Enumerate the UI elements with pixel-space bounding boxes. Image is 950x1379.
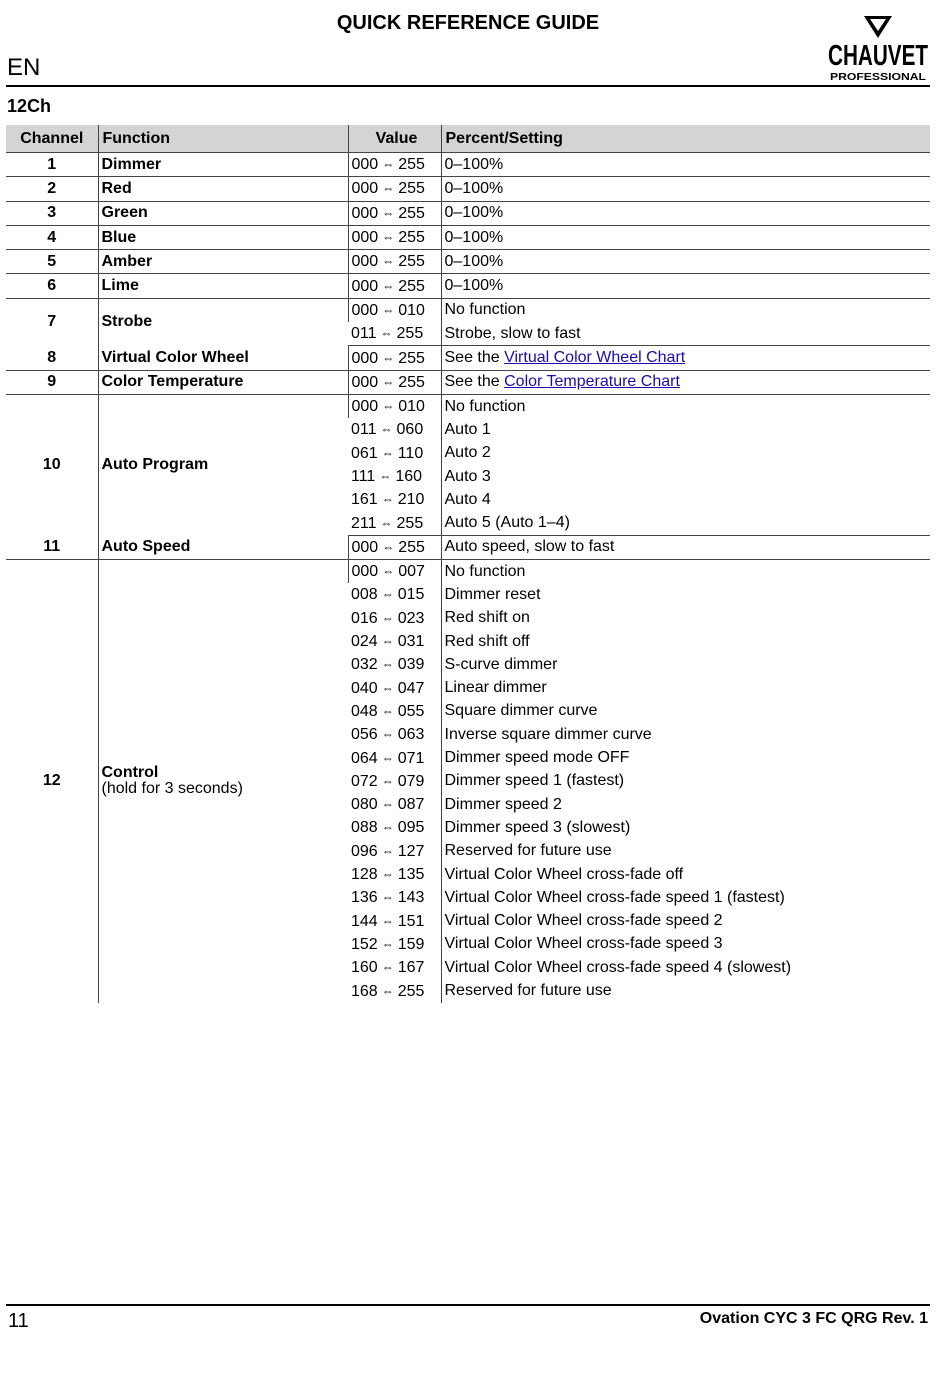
col-header-channel: Channel	[6, 125, 98, 153]
range-arrow-icon: ⇔	[380, 422, 393, 437]
setting-text: Virtual Color Wheel cross-fade speed 2	[444, 912, 723, 930]
setting-cell	[441, 630, 930, 653]
range-arrow-icon: ⇔	[382, 278, 395, 293]
range-arrow-icon: ⇔	[381, 867, 394, 882]
range-to: 031	[397, 633, 425, 651]
dmx-value-range	[348, 153, 441, 177]
range-to: 010	[398, 398, 425, 416]
dmx-value-range	[348, 816, 441, 839]
setting-cell	[441, 956, 930, 979]
setting-text: No function	[444, 562, 526, 580]
dmx-value-range	[348, 677, 441, 700]
function-note: (hold for 3 seconds)	[101, 780, 243, 798]
channel-number: 9	[6, 370, 98, 394]
range-arrow-icon: ⇔	[382, 374, 395, 389]
function-label: Amber	[101, 252, 153, 270]
range-arrow-icon: ⇔	[381, 890, 394, 905]
range-from: 000	[351, 301, 379, 319]
setting-text: Virtual Color Wheel cross-fade off	[444, 865, 684, 883]
setting-cell	[441, 886, 930, 909]
dmx-value-range	[348, 770, 441, 793]
channel-function	[98, 250, 348, 274]
function-label: Auto Speed	[101, 538, 191, 556]
col-header-function: Function	[98, 125, 348, 153]
range-arrow-icon: ⇔	[382, 302, 395, 317]
range-arrow-icon: ⇔	[382, 254, 395, 269]
function-label: Auto Program	[101, 456, 209, 474]
range-arrow-icon: ⇔	[379, 469, 392, 483]
setting-text: Auto speed, slow to fast	[444, 538, 615, 556]
setting-cell	[441, 746, 930, 769]
setting-cell	[441, 933, 930, 956]
setting-cell	[441, 177, 930, 201]
setting-cell	[441, 488, 930, 511]
range-from: 080	[351, 796, 378, 814]
setting-text: Square dimmer curve	[444, 702, 598, 720]
range-from: 211	[351, 514, 377, 532]
setting-text: Virtual Color Wheel cross-fade speed 3	[444, 935, 723, 953]
function-label: Green	[101, 204, 148, 222]
setting-cell	[441, 465, 930, 488]
dmx-value-range	[348, 442, 441, 465]
setting-cell	[441, 535, 930, 559]
dmx-value-range	[348, 979, 441, 1002]
table-row	[6, 201, 930, 225]
dmx-value-range	[348, 956, 441, 979]
range-to: 159	[397, 935, 425, 953]
setting-text: Virtual Color Wheel cross-fade speed 4 (slowest)	[444, 958, 792, 976]
channel-function	[98, 225, 348, 249]
function-label: Dimmer	[101, 155, 162, 173]
range-to: 167	[397, 959, 425, 977]
range-arrow-icon: ⇔	[381, 634, 394, 649]
dmx-value-range	[348, 560, 441, 584]
range-arrow-icon: ⇔	[381, 797, 394, 812]
setting-text: Reserved for future use	[444, 842, 612, 860]
range-from: 064	[351, 749, 378, 767]
range-from: 160	[351, 959, 378, 977]
range-from: 061	[351, 444, 378, 462]
channel-number: 5	[6, 250, 98, 274]
dmx-value-range	[348, 840, 441, 863]
range-to: 255	[398, 253, 425, 271]
range-from: 000	[351, 156, 379, 174]
table-header-row	[6, 125, 930, 153]
channel-function	[98, 535, 348, 559]
function-label: Lime	[101, 277, 139, 295]
range-from: 008	[351, 586, 378, 604]
dmx-value-range	[348, 933, 441, 956]
setting-cell	[441, 607, 930, 630]
channel-function	[98, 177, 348, 201]
setting-text: 0–100%	[444, 204, 504, 222]
range-to: 127	[397, 842, 425, 860]
range-arrow-icon: ⇔	[382, 539, 395, 554]
setting-cell	[441, 840, 930, 863]
range-arrow-icon: ⇔	[381, 492, 394, 507]
dmx-value-range	[348, 886, 441, 909]
range-to: 151	[397, 912, 425, 930]
setting-text: No function	[444, 397, 526, 415]
range-from: 128	[351, 866, 378, 884]
setting-text: Red shift on	[444, 609, 530, 627]
logo-sub-text: PROFESSIONAL	[830, 72, 926, 83]
range-to: 135	[397, 866, 425, 884]
range-arrow-icon: ⇔	[381, 983, 394, 998]
logo-brand-text: CHAUVET	[828, 40, 929, 72]
range-to: 071	[397, 749, 425, 767]
range-to: 143	[397, 889, 425, 907]
range-from: 032	[351, 656, 378, 674]
table-row	[6, 560, 930, 584]
dmx-value-range	[348, 583, 441, 606]
channel-function	[98, 560, 348, 1003]
range-to: 255	[398, 229, 425, 247]
function-label: Virtual Color Wheel	[101, 348, 249, 366]
dmx-value-range	[348, 177, 441, 201]
setting-cell	[441, 201, 930, 225]
setting-text: 0–100%	[444, 277, 504, 295]
setting-text: Auto 4	[444, 490, 491, 508]
table-row	[6, 370, 930, 394]
channel-number: 4	[6, 225, 98, 249]
dmx-value-range	[348, 418, 441, 441]
range-from: 056	[351, 726, 378, 744]
range-arrow-icon: ⇔	[382, 157, 395, 172]
range-to: 255	[396, 514, 424, 532]
dmx-value-range	[348, 346, 441, 370]
range-arrow-icon: ⇔	[381, 587, 394, 602]
range-arrow-icon: ⇔	[381, 445, 394, 460]
setting-cell	[441, 370, 930, 394]
range-from: 088	[351, 819, 378, 837]
channel-number: 10	[42, 456, 61, 474]
dmx-value-range	[348, 910, 441, 933]
table-row	[6, 250, 930, 274]
setting-cell	[441, 511, 930, 535]
dmx-value-range	[348, 607, 441, 630]
range-arrow-icon: ⇔	[381, 657, 394, 672]
range-from: 111	[351, 468, 376, 485]
range-to: 055	[397, 702, 425, 720]
table-row	[6, 298, 930, 322]
setting-text: Dimmer speed 3 (slowest)	[444, 818, 631, 836]
setting-text: Auto 5 (Auto 1–4)	[444, 514, 570, 532]
table-row	[6, 225, 930, 249]
range-arrow-icon: ⇔	[380, 326, 393, 341]
range-from: 000	[351, 373, 379, 391]
dmx-value-range	[348, 700, 441, 723]
range-arrow-icon: ⇔	[382, 350, 395, 365]
setting-text: Inverse square dimmer curve	[444, 725, 652, 743]
chart-link[interactable]: Color Temperature Chart	[504, 373, 680, 391]
table-row	[6, 346, 930, 370]
channel-function	[98, 153, 348, 177]
channel-function	[98, 298, 348, 346]
dmx-value-range	[348, 250, 441, 274]
dmx-value-range	[348, 322, 441, 346]
chart-link[interactable]: Virtual Color Wheel Chart	[504, 349, 686, 367]
channel-number: 11	[6, 535, 98, 559]
setting-cell	[441, 910, 930, 933]
channel-function	[98, 201, 348, 225]
dmx-value-range	[348, 488, 441, 511]
footer-rule	[6, 1304, 930, 1306]
setting-text: No function	[444, 301, 526, 319]
setting-text: See the	[444, 373, 505, 391]
range-arrow-icon: ⇔	[381, 680, 394, 695]
range-to: 007	[398, 563, 425, 581]
range-from: 161	[351, 491, 378, 509]
setting-text: 0–100%	[444, 228, 504, 246]
setting-cell	[441, 863, 930, 886]
channel-number: 8	[6, 346, 98, 370]
range-from: 000	[351, 277, 379, 295]
range-to: 095	[397, 819, 425, 837]
channel-number: 6	[6, 274, 98, 298]
dmx-value-range	[348, 653, 441, 676]
range-arrow-icon: ⇔	[382, 205, 395, 220]
range-to: 087	[397, 796, 425, 814]
setting-cell	[441, 770, 930, 793]
setting-cell	[441, 250, 930, 274]
setting-text: Auto 1	[444, 420, 491, 438]
range-to: 110	[397, 444, 424, 462]
setting-cell	[441, 677, 930, 700]
range-from: 152	[351, 935, 378, 953]
setting-cell	[441, 346, 930, 370]
range-to: 210	[397, 491, 425, 509]
range-to: 255	[398, 373, 425, 391]
setting-text: Strobe, slow to fast	[444, 324, 581, 342]
range-to: 079	[397, 772, 425, 790]
setting-cell	[441, 793, 930, 816]
range-arrow-icon: ⇔	[381, 750, 394, 765]
channel-number: 12	[42, 772, 61, 790]
range-arrow-icon: ⇔	[381, 960, 394, 975]
range-to: 255	[398, 538, 425, 556]
channel-number: 2	[6, 177, 98, 201]
range-to: 023	[397, 609, 425, 627]
channel-function	[98, 274, 348, 298]
dmx-value-range	[348, 394, 441, 418]
setting-cell	[441, 583, 930, 606]
table-row	[6, 153, 930, 177]
setting-text: Dimmer speed mode OFF	[444, 749, 630, 767]
dmx-value-range	[348, 793, 441, 816]
table-row	[6, 274, 930, 298]
function-label: Color Temperature	[101, 373, 244, 391]
range-arrow-icon: ⇔	[382, 564, 395, 579]
setting-text: 0–100%	[444, 252, 504, 270]
range-from: 040	[351, 679, 378, 697]
range-arrow-icon: ⇔	[381, 703, 394, 718]
dmx-channel-table	[6, 125, 930, 1003]
setting-cell	[441, 979, 930, 1002]
function-label: Control	[101, 764, 159, 782]
setting-cell	[441, 653, 930, 676]
setting-cell	[441, 153, 930, 177]
range-arrow-icon: ⇔	[381, 936, 394, 951]
range-from: 000	[351, 538, 379, 556]
dmx-value-range	[348, 274, 441, 298]
range-from: 048	[351, 702, 378, 720]
range-from: 144	[351, 912, 378, 930]
setting-text: Auto 2	[444, 444, 491, 462]
range-arrow-icon: ⇔	[381, 913, 394, 928]
range-from: 024	[351, 633, 378, 651]
range-to: 015	[397, 586, 425, 604]
range-to: 255	[398, 204, 425, 222]
dmx-value-range	[348, 225, 441, 249]
range-from: 000	[351, 398, 379, 416]
range-to: 255	[398, 156, 425, 174]
table-row	[6, 177, 930, 201]
channel-number: 1	[6, 153, 98, 177]
setting-text: Red shift off	[444, 632, 530, 650]
range-to: 047	[397, 679, 425, 697]
dmx-value-range	[348, 723, 441, 746]
setting-text: See the	[444, 349, 505, 367]
setting-cell	[441, 442, 930, 465]
setting-cell	[441, 274, 930, 298]
range-arrow-icon: ⇔	[382, 181, 395, 196]
setting-text: Reserved for future use	[444, 982, 612, 1000]
range-from: 000	[351, 563, 379, 581]
dmx-value-range	[348, 511, 441, 535]
range-to: 160	[395, 468, 423, 485]
setting-text: Linear dimmer	[444, 679, 547, 697]
setting-cell	[441, 225, 930, 249]
document-id: Ovation CYC 3 FC QRG Rev. 1	[699, 1310, 928, 1327]
range-to: 255	[397, 982, 425, 1000]
dmx-value-range	[348, 746, 441, 769]
setting-cell	[441, 298, 930, 322]
section-title: 12Ch	[7, 96, 52, 116]
page-number: 11	[8, 1310, 29, 1332]
channel-number: 3	[6, 201, 98, 225]
setting-cell	[441, 394, 930, 418]
function-label: Red	[101, 179, 132, 197]
dmx-value-range	[348, 465, 441, 488]
table-row	[6, 535, 930, 559]
function-label: Strobe	[101, 313, 153, 331]
range-from: 072	[351, 772, 378, 790]
range-arrow-icon: ⇔	[381, 727, 394, 742]
range-arrow-icon: ⇔	[381, 773, 394, 788]
range-to: 255	[398, 349, 425, 367]
range-from: 016	[351, 609, 378, 627]
range-from: 000	[351, 349, 379, 367]
range-arrow-icon: ⇔	[380, 515, 393, 530]
setting-text: Auto 3	[444, 467, 491, 485]
dmx-value-range	[348, 630, 441, 653]
range-from: 000	[351, 253, 379, 271]
setting-cell	[441, 723, 930, 746]
function-label: Blue	[101, 228, 137, 246]
range-from: 000	[351, 180, 379, 198]
setting-text: S-curve dimmer	[444, 655, 558, 673]
setting-text: Virtual Color Wheel cross-fade speed 1 (fastest)	[444, 888, 785, 906]
range-arrow-icon: ⇔	[381, 843, 394, 858]
range-from: 000	[351, 229, 379, 247]
page-header-title: QUICK REFERENCE GUIDE	[336, 12, 600, 34]
range-from: 011	[351, 421, 377, 439]
dmx-value-range	[348, 298, 441, 322]
range-to: 039	[397, 656, 425, 674]
range-arrow-icon: ⇔	[382, 230, 395, 245]
table-body	[6, 153, 930, 1003]
chauvet-logo	[826, 16, 930, 84]
channel-number: 7	[47, 313, 57, 331]
range-arrow-icon: ⇔	[382, 399, 395, 414]
range-from: 096	[351, 842, 378, 860]
range-arrow-icon: ⇔	[381, 820, 394, 835]
range-from: 168	[351, 982, 378, 1000]
setting-text: 0–100%	[444, 155, 504, 173]
setting-cell	[441, 418, 930, 441]
channel-function	[98, 394, 348, 535]
language-code: EN	[7, 54, 41, 81]
setting-cell	[441, 322, 930, 346]
col-header-setting: Percent/Setting	[441, 125, 930, 153]
channel-function	[98, 370, 348, 394]
channel-function	[98, 346, 348, 370]
range-to: 010	[398, 301, 425, 319]
range-from: 011	[351, 325, 377, 343]
range-from: 000	[351, 204, 379, 222]
range-to: 255	[398, 277, 425, 295]
range-from: 136	[351, 889, 378, 907]
col-header-value: Value	[348, 125, 441, 153]
setting-cell	[441, 816, 930, 839]
range-to: 255	[396, 325, 424, 343]
setting-text: Dimmer speed 1 (fastest)	[444, 772, 625, 790]
table-row	[6, 394, 930, 418]
range-to: 060	[396, 421, 424, 439]
header-rule	[6, 85, 930, 87]
range-to: 063	[397, 726, 425, 744]
setting-text: 0–100%	[444, 179, 504, 197]
setting-text: Dimmer speed 2	[444, 795, 562, 813]
dmx-value-range	[348, 863, 441, 886]
dmx-value-range	[348, 535, 441, 559]
range-to: 255	[398, 180, 425, 198]
range-arrow-icon: ⇔	[381, 610, 394, 625]
dmx-value-range	[348, 201, 441, 225]
dmx-value-range	[348, 370, 441, 394]
setting-text: Dimmer reset	[444, 585, 541, 603]
setting-cell	[441, 700, 930, 723]
setting-cell	[441, 560, 930, 584]
